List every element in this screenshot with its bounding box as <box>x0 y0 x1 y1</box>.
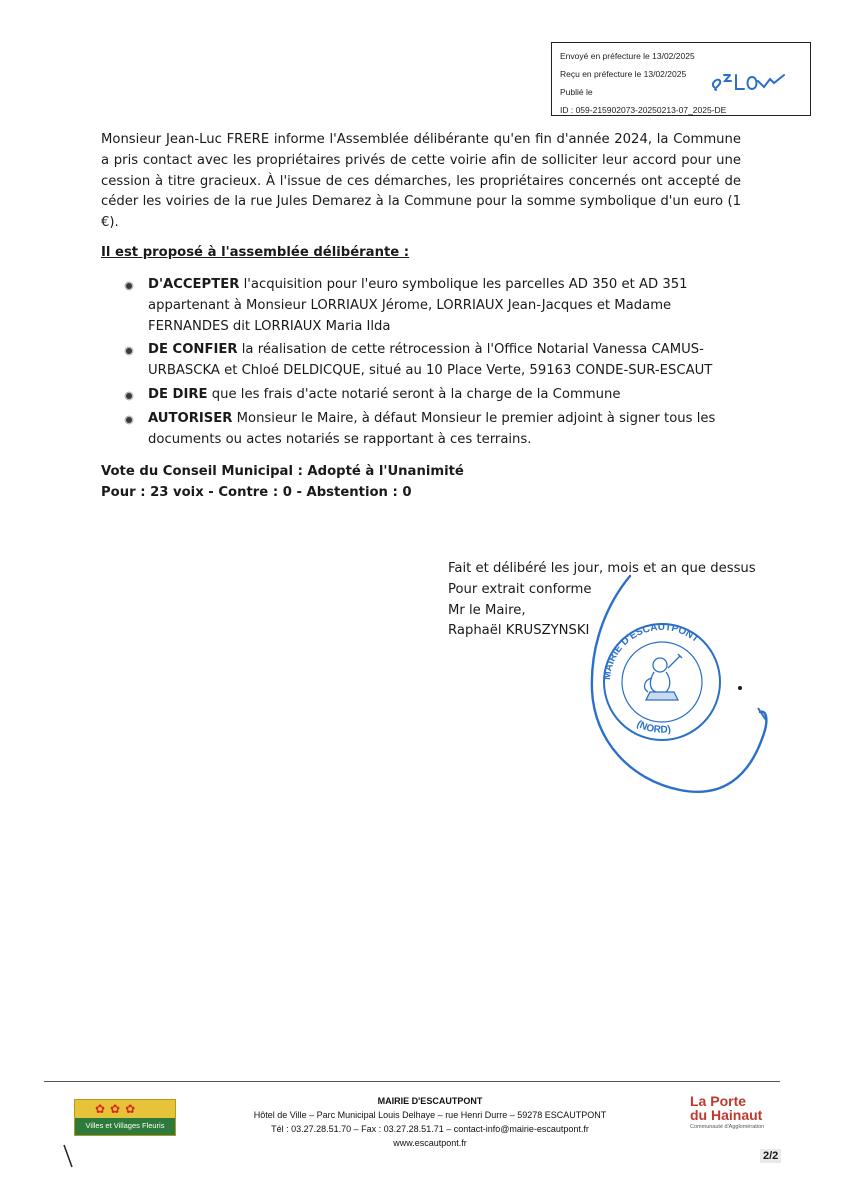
porte-du-hainaut-logo <box>690 1094 790 1131</box>
proposal-keyword: AUTORISER <box>148 410 233 426</box>
stamp-id: ID : 059-215902073-20250213-07_2025-DE <box>560 105 727 115</box>
proposal-text: l'acquisition pour l'euro symbolique les parcelles AD 350 et AD 351 appartenant à Monsieur LORRIAUX Jérome, LORRIAUX Jean-Jacques et Madame FERNANDES dit LORRIAUX Maria Ilda <box>148 277 688 334</box>
official-seal-and-signature <box>570 570 780 800</box>
pen-mark <box>62 1143 76 1169</box>
seal-inner-ring <box>622 642 702 722</box>
list-item <box>126 409 746 451</box>
bullet-icon <box>126 348 132 354</box>
bullet-icon <box>126 417 132 423</box>
logo-subtitle: Communauté d'Agglomération <box>690 1124 765 1130</box>
logo-text: Villes et Villages Fleuris <box>85 1121 165 1130</box>
signature-stroke <box>592 576 767 792</box>
signature-dot <box>738 686 742 690</box>
signatory-name: Raphaël KRUSZYNSKI <box>448 623 590 639</box>
stamp-published: Publié le <box>560 87 593 97</box>
logo-line-1: La Porte <box>690 1093 747 1109</box>
page-number: 2/2 <box>760 1149 781 1163</box>
list-item <box>126 275 746 337</box>
seal-top-text: MAIRIE D'ESCAUTPONT <box>601 621 701 681</box>
flowers-icon: ✿✿✿ <box>95 1102 141 1116</box>
closing-certification: Pour extrait conforme <box>448 581 592 597</box>
proposal-text: Monsieur le Maire, à défaut Monsieur le premier adjoint à signer tous les documents ou actes notariés se rapportant à ces terrains. <box>148 410 716 447</box>
footer-phone-email: Tél : 03.27.28.51.70 – Fax : 03.27.28.51.71 – contact-info@mairie-escautpont.fr <box>271 1124 589 1134</box>
proposal-list <box>126 275 746 453</box>
villes-villages-fleuris-logo <box>74 1099 176 1136</box>
proposal-keyword: DE DIRE <box>148 386 208 402</box>
logo-line-2: du Hainaut <box>690 1107 763 1123</box>
proposal-text: que les frais d'acte notarié seront à la charge de la Commune <box>207 386 621 402</box>
footer-contact <box>220 1094 640 1150</box>
handwritten-initials-mark <box>708 69 788 93</box>
stamp-received-date: Reçu en préfecture le 13/02/2025 <box>560 69 687 79</box>
closing-statement: Fait et délibéré les jour, mois et an que dessus <box>448 561 756 576</box>
stamp-sent-date: Envoyé en préfecture le 13/02/2025 <box>560 51 695 61</box>
seal-emblem-icon <box>645 654 682 700</box>
signatory-title: Mr le Maire, <box>448 602 526 618</box>
vote-counts: Pour : 23 voix - Contre : 0 - Abstention : 0 <box>101 484 412 500</box>
footer-address: Hôtel de Ville – Parc Municipal Louis Delhaye – rue Henri Durre – 59278 ESCAUTPONT <box>253 1110 607 1120</box>
proposal-keyword: DE CONFIER <box>148 342 238 358</box>
bullet-icon <box>126 283 132 289</box>
list-item <box>126 385 746 406</box>
proposal-heading: Il est proposé à l'assemblée délibérante : <box>101 245 410 260</box>
proposal-text: la réalisation de cette rétrocession à l'Office Notarial Vanessa CAMUS-URBASCKA et Chloé DELDICQUE, situé au 10 Place Verte, 59163 CONDE-SUR-ESCAUT <box>148 342 713 379</box>
footer-website: www.escautpont.fr <box>393 1138 467 1148</box>
list-item <box>126 340 746 382</box>
proposal-keyword: D'ACCEPTER <box>148 277 240 292</box>
prefecture-stamp <box>551 42 811 116</box>
vote-decision: Vote du Conseil Municipal : Adopté à l'Unanimité <box>101 464 464 479</box>
vote-result <box>101 462 741 504</box>
bullet-icon <box>126 393 132 399</box>
intro-paragraph: Monsieur Jean-Luc FRERE informe l'Assemblée délibérante qu'en fin d'année 2024, la Commune a pris contact avec les propriétaires privés de cette voirie afin de solliciter leur accord pour une cession à titre gracieux. À l'issue de ces démarches, les propriétaires concernés ont accepté de céder les voiries de la rue Jules Demarez à la Commune pour la somme symbolique d'un euro (1 €). <box>101 132 741 231</box>
footer-org-name: MAIRIE D'ESCAUTPONT <box>377 1096 483 1106</box>
seal-bottom-text: (NORD) <box>634 718 672 736</box>
footer-divider <box>44 1081 780 1082</box>
